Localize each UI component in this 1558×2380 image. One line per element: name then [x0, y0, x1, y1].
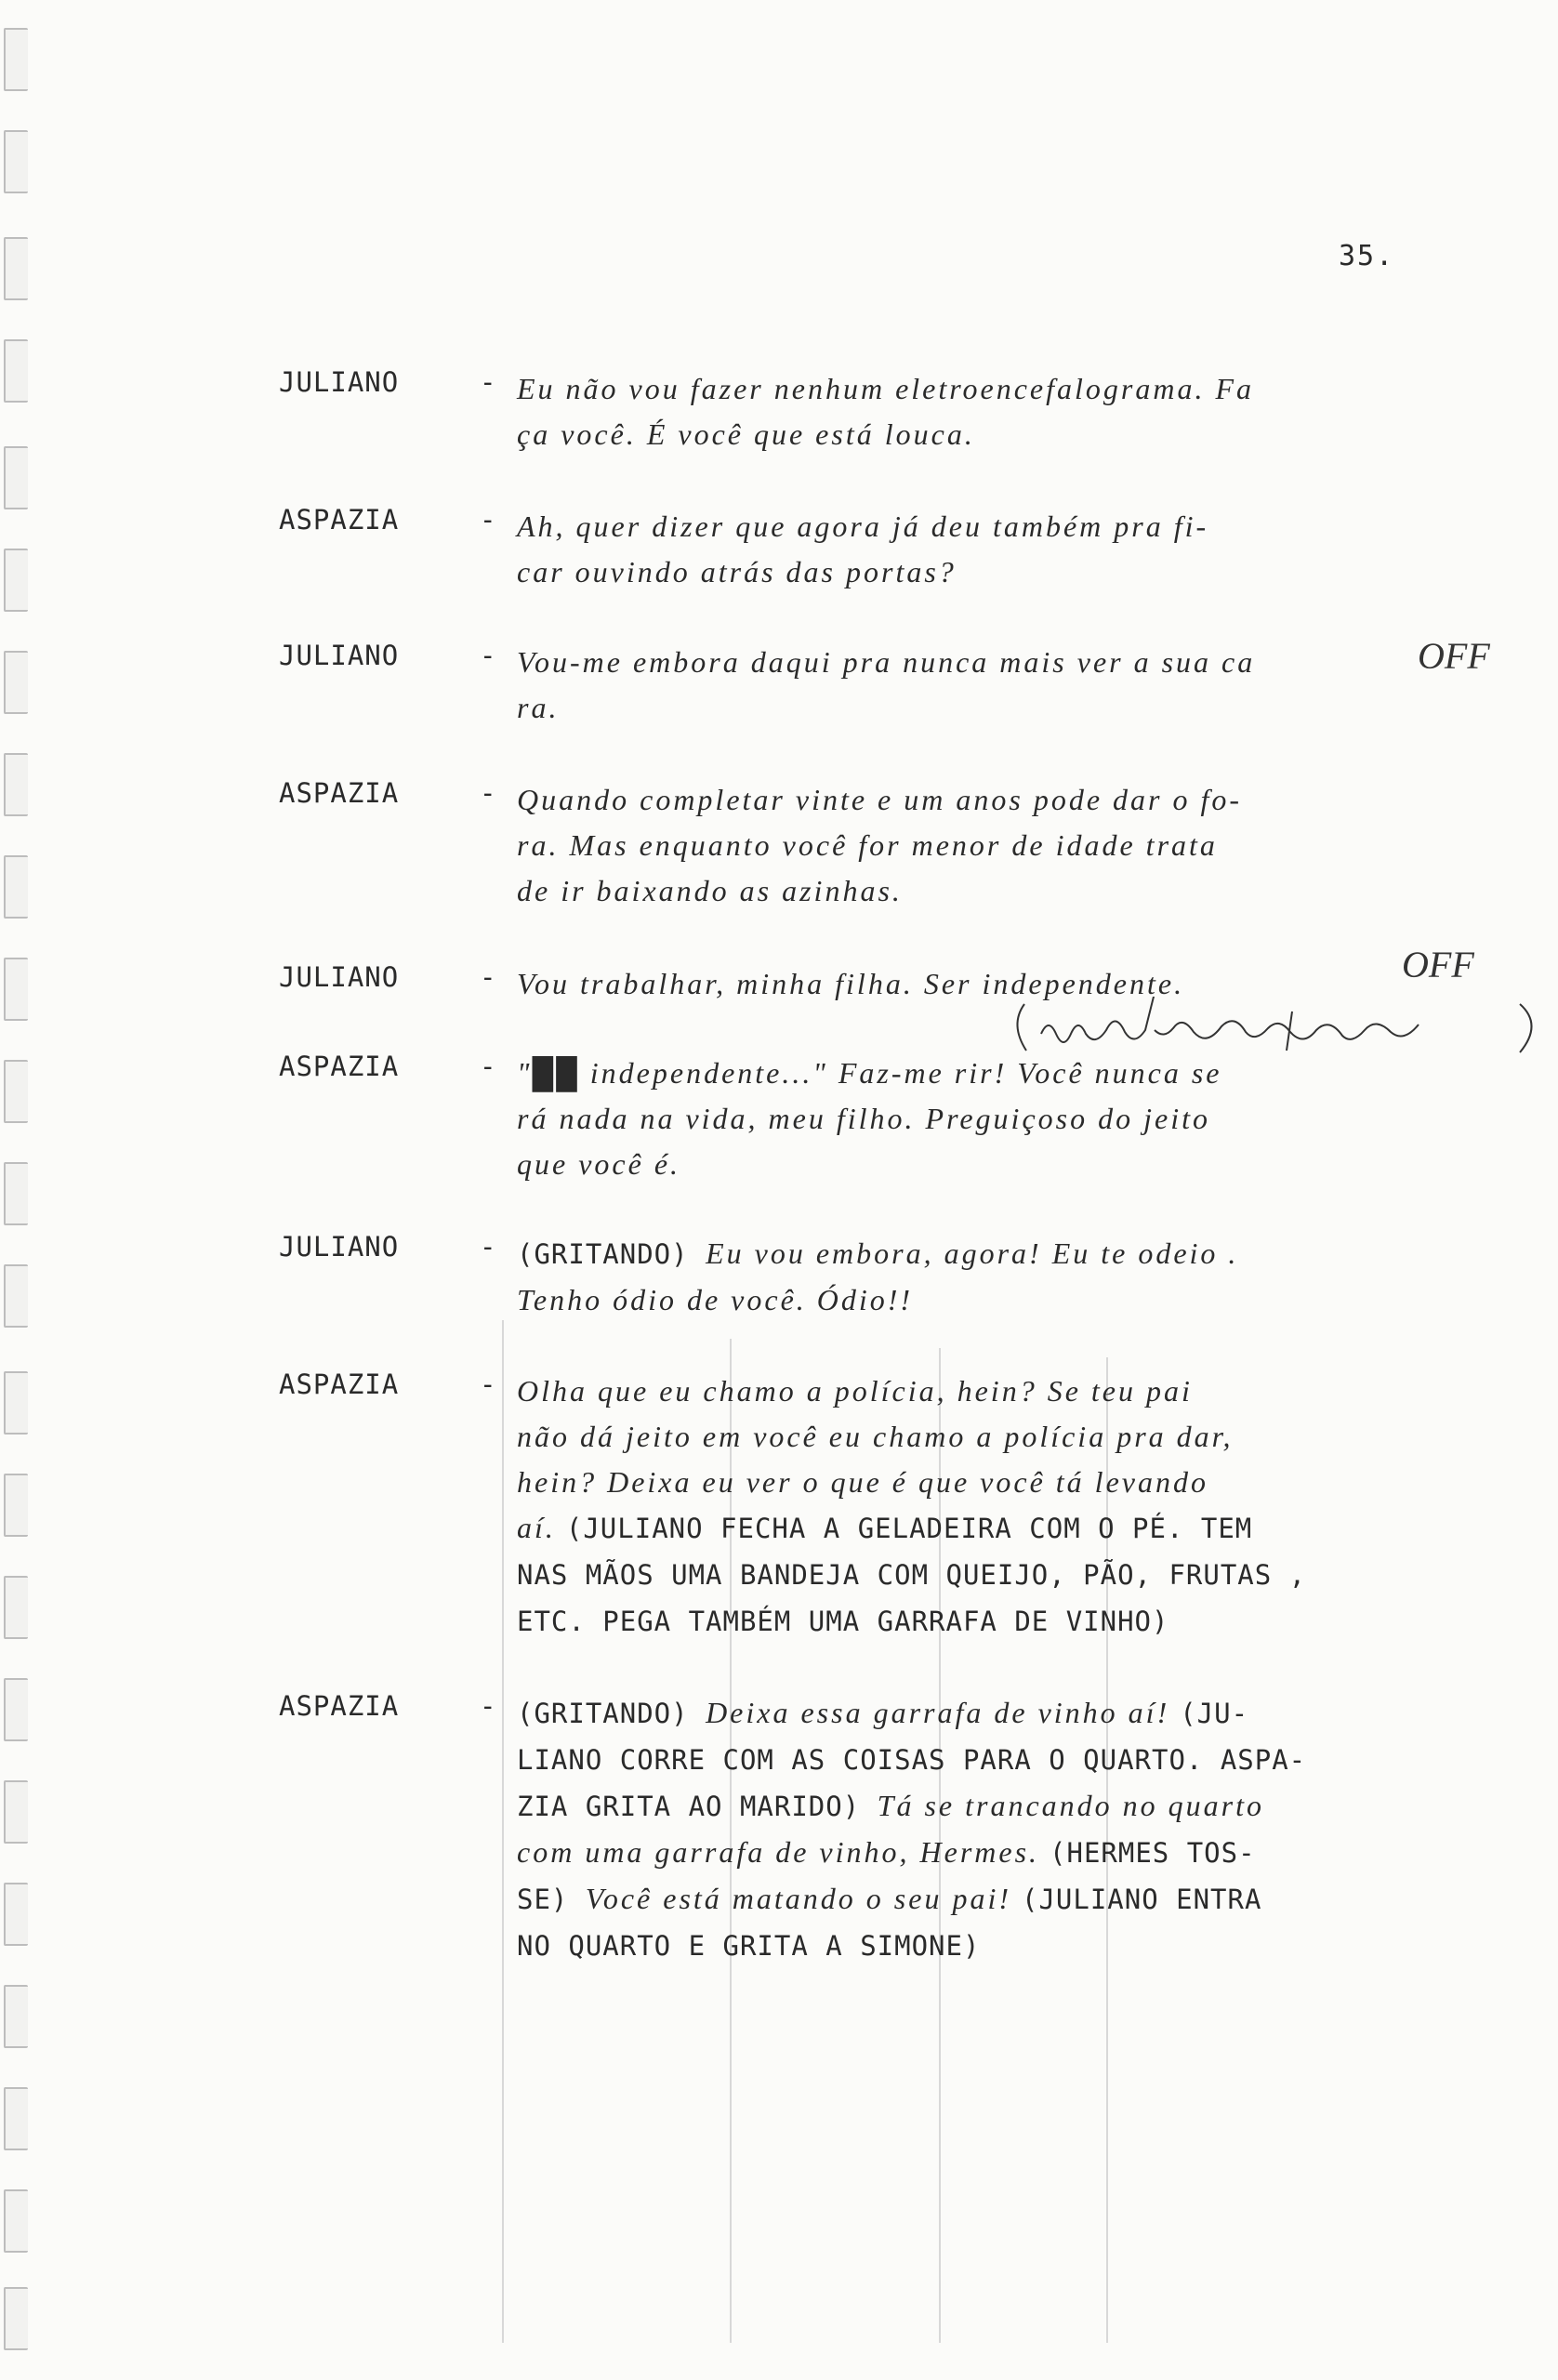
stage-direction: (HERMES TOS- [1050, 1837, 1256, 1869]
speech-line [517, 1096, 1391, 1142]
dialogue-text: rá nada na vida, meu filho. Preguiçoso do jeito [517, 1102, 1210, 1135]
stage-direction: ETC. PEGA TAMBÉM UMA GARRAFA DE VINHO) [517, 1606, 1169, 1637]
handwritten-off-note: OFF [1418, 635, 1490, 677]
speaker-name: ASPAZIA [279, 1690, 400, 1722]
dialogue-text: Deixa essa garrafa de vinho aí! [706, 1696, 1181, 1729]
binder-hole [4, 1576, 28, 1639]
speech-line [517, 1505, 1391, 1552]
speaker-name: ASPAZIA [279, 777, 400, 809]
stage-direction: SE) [517, 1884, 586, 1915]
binder-hole [4, 1371, 28, 1435]
speech-line [517, 504, 1391, 549]
binder-hole [4, 446, 28, 509]
stage-direction: (JULIANO ENTRA [1022, 1884, 1262, 1915]
speech-line [517, 685, 1391, 731]
dialogue-text: Você está matando o seu pai! [585, 1882, 1022, 1915]
speech-text [517, 504, 1391, 595]
stage-direction: LIANO CORRE COM AS COISAS PARA O QUARTO. ASPA- [517, 1744, 1307, 1776]
dialogue-text: Tenho ódio de você. Ódio!! [517, 1283, 914, 1316]
speech-line [517, 1690, 1391, 1737]
binder-hole [4, 237, 28, 300]
speaker-name: JULIANO [279, 640, 400, 671]
speech-line [517, 549, 1391, 595]
dialogue-text: de ir baixando as azinhas. [517, 874, 903, 907]
handwritten-parenthetical-scribble [1004, 997, 1552, 1062]
stage-direction: (JU- [1180, 1698, 1249, 1729]
dialogue-dash: - [480, 1231, 496, 1263]
speech-line [517, 1737, 1391, 1783]
dialogue-text: aí. [517, 1511, 566, 1544]
dialogue-dash: - [480, 366, 496, 398]
speaker-name: ASPAZIA [279, 504, 400, 536]
speech-line [517, 1460, 1391, 1505]
speech-line [517, 1830, 1391, 1876]
speech-text [517, 640, 1391, 731]
dialogue-text: "██ independente..." Faz-me rir! Você nunca se [517, 1056, 1222, 1090]
speech-line [517, 1783, 1391, 1830]
speech-line [517, 1876, 1391, 1923]
dialogue-dash: - [480, 1368, 496, 1400]
dialogue-text: ra. Mas enquanto você for menor de idade trata [517, 828, 1218, 862]
binder-hole [4, 2087, 28, 2150]
binder-hole [4, 651, 28, 714]
speech-text [517, 366, 1391, 457]
speech-line [517, 1368, 1391, 1414]
speech-text [517, 1231, 1391, 1323]
dialogue-text: Olha que eu chamo a polícia, hein? Se teu pai [517, 1374, 1193, 1408]
binder-hole [4, 1060, 28, 1123]
speech-text [517, 1368, 1391, 1645]
speech-line [517, 1414, 1391, 1460]
dialogue-dash: - [480, 1690, 496, 1722]
speech-line [517, 777, 1391, 823]
speech-line [517, 1231, 1391, 1277]
speaker-name: ASPAZIA [279, 1368, 400, 1400]
dialogue-text: não dá jeito em você eu chamo a polícia pra dar, [517, 1420, 1234, 1453]
scan-streak [502, 1320, 504, 2343]
dialogue-text: hein? Deixa eu ver o que é que você tá levando [517, 1465, 1208, 1499]
binder-hole [4, 958, 28, 1021]
binder-hole [4, 130, 28, 193]
binder-hole [4, 2287, 28, 2350]
speech-line [517, 1277, 1391, 1323]
speaker-name: ASPAZIA [279, 1051, 400, 1082]
binder-hole [4, 1780, 28, 1844]
dialogue-text: Ah, quer dizer que agora já deu também pra fi- [517, 509, 1209, 543]
binder-hole [4, 855, 28, 919]
speech-line [517, 1552, 1391, 1598]
dialogue-text: car ouvindo atrás das portas? [517, 555, 957, 588]
stage-direction: (GRITANDO) [517, 1698, 706, 1729]
speech-text [517, 1690, 1391, 1969]
speech-text [517, 1051, 1391, 1187]
speech-line [517, 823, 1391, 868]
dialogue-text: que você é. [517, 1147, 681, 1181]
speech-line [517, 1142, 1391, 1187]
dialogue-text: Eu vou embora, agora! Eu te odeio . [706, 1236, 1239, 1270]
binder-hole [4, 549, 28, 612]
stage-direction: ZIA GRITA AO MARIDO) [517, 1791, 878, 1822]
dialogue-dash: - [480, 961, 496, 993]
speech-line [517, 1598, 1391, 1645]
stage-direction: NO QUARTO E GRITA A SIMONE) [517, 1930, 981, 1962]
binder-hole [4, 1162, 28, 1225]
dialogue-text: Tá se trancando no quarto [877, 1789, 1264, 1822]
stage-direction: NAS MÃOS UMA BANDEJA COM QUEIJO, PÃO, FRUTAS , [517, 1559, 1307, 1591]
dialogue-text: Quando completar vinte e um anos pode dar o fo- [517, 783, 1243, 816]
binder-hole [4, 1678, 28, 1741]
dialogue-text: Eu não vou fazer nenhum eletroencefalograma. Fa [517, 372, 1255, 405]
dialogue-text: Vou trabalhar, minha filha. Ser independente. [517, 967, 1185, 1000]
binder-hole [4, 753, 28, 816]
speaker-name: JULIANO [279, 961, 400, 993]
binder-hole [4, 339, 28, 403]
binder-hole [4, 1985, 28, 2048]
handwritten-off-note: OFF [1402, 944, 1474, 985]
binder-hole [4, 2189, 28, 2253]
speech-line [517, 1923, 1391, 1969]
speech-line [517, 366, 1391, 412]
dialogue-text: ra. [517, 691, 560, 724]
dialogue-text: com uma garrafa de vinho, Hermes. [517, 1835, 1050, 1869]
binder-hole [4, 1474, 28, 1537]
speech-line [517, 868, 1391, 914]
dialogue-dash: - [480, 1051, 496, 1082]
dialogue-text: ça você. É você que está louca. [517, 417, 975, 451]
speaker-name: JULIANO [279, 1231, 400, 1263]
stage-direction: (GRITANDO) [517, 1238, 706, 1270]
binder-hole [4, 28, 28, 91]
dialogue-dash: - [480, 777, 496, 809]
speech-line [517, 412, 1391, 457]
binder-hole [4, 1883, 28, 1946]
speech-text [517, 777, 1391, 914]
speaker-name: JULIANO [279, 366, 400, 398]
dialogue-dash: - [480, 504, 496, 536]
dialogue-dash: - [480, 640, 496, 671]
binder-hole [4, 1264, 28, 1328]
stage-direction: (JULIANO FECHA A GELADEIRA COM O PÉ. TEM [565, 1513, 1253, 1544]
dialogue-text: Vou-me embora daqui pra nunca mais ver a sua ca [517, 645, 1256, 679]
page-number: 35. [1339, 240, 1395, 272]
speech-line [517, 640, 1391, 685]
